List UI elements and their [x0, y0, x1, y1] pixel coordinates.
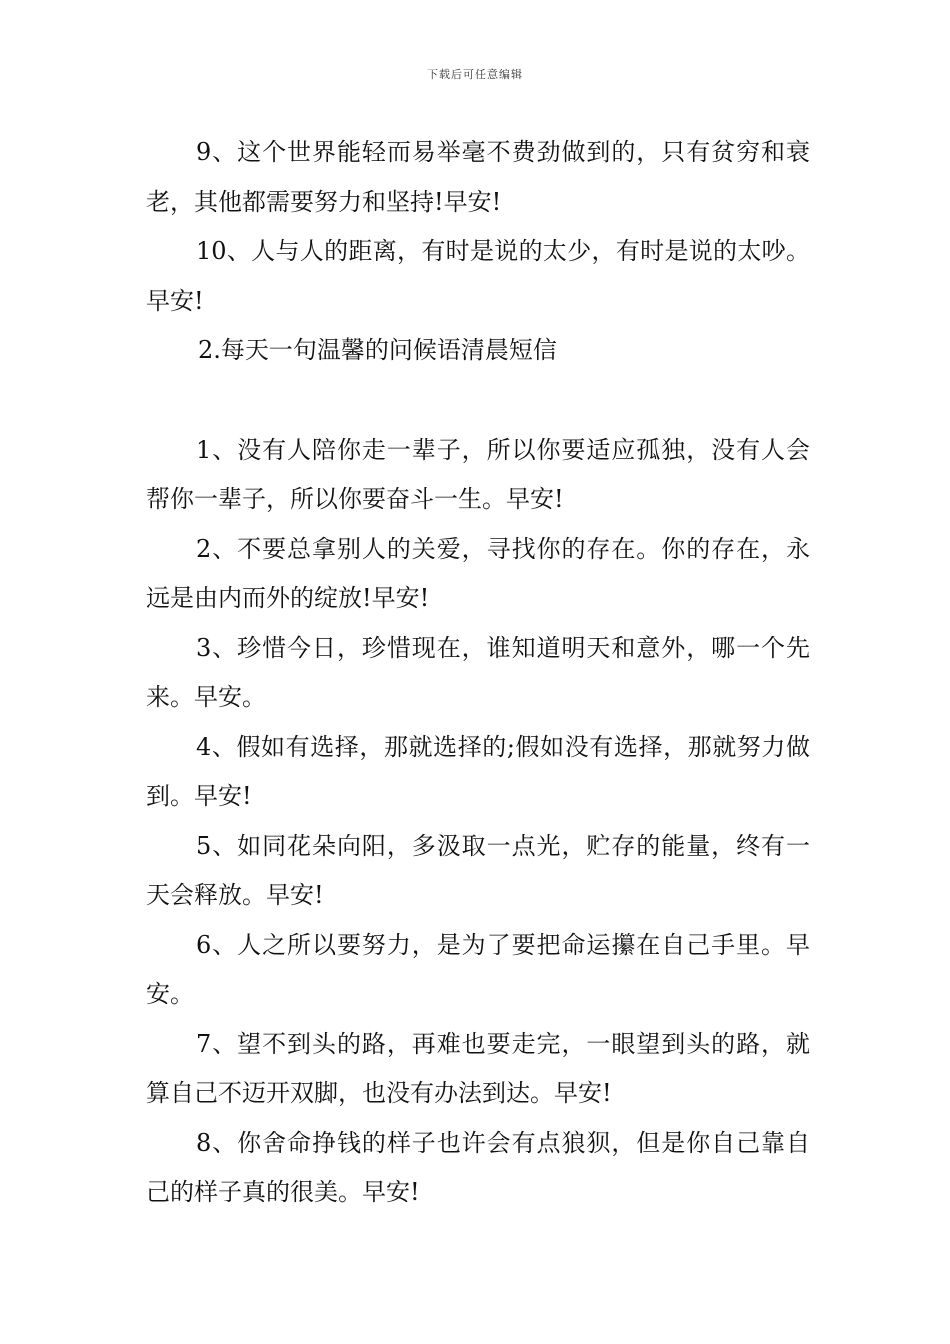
paragraph-item-1: 1、没有人陪你走一辈子，所以你要适应孤独，没有人会帮你一辈子，所以你要奋斗一生。早安! — [146, 435, 810, 513]
paragraph-item-5: 5、如同花朵向阳，多汲取一点光，贮存的能量，终有一天会释放。早安! — [146, 831, 810, 909]
paragraph-item-4: 4、假如有选择，那就选择的;假如没有选择，那就努力做到。早安! — [146, 732, 810, 810]
paragraph-item-3: 3、珍惜今日，珍惜现在，谁知道明天和意外，哪一个先来。早安。 — [146, 633, 810, 711]
paragraph-item-2: 2、不要总拿别人的关爱，寻找你的存在。你的存在，永远是由内而外的绽放!早安! — [146, 534, 810, 612]
paragraph-item-9: 9、这个世界能轻而易举毫不费劲做到的，只有贫穷和衰老，其他都需要努力和坚持!早安! — [146, 138, 810, 216]
paragraph-item-10: 10、人与人的距离，有时是说的太少，有时是说的太吵。早安! — [146, 237, 810, 315]
paragraph-item-8: 8、你舍命挣钱的样子也许会有点狼狈，但是你自己靠自己的样子真的很美。早安! — [146, 1128, 810, 1206]
paragraph-item-6: 6、人之所以要努力，是为了要把命运攥在自己手里。早安。 — [146, 930, 810, 1008]
section-spacer — [146, 376, 810, 426]
header-note: 下载后可任意编辑 — [427, 68, 523, 81]
section-heading: 2.每天一句温馨的问候语清晨短信 — [198, 336, 557, 364]
document-body — [146, 128, 810, 1218]
paragraph-item-7: 7、望不到头的路，再难也要走完，一眼望到头的路，就算自己不迈开双脚，也没有办法到达。早安! — [146, 1029, 810, 1107]
